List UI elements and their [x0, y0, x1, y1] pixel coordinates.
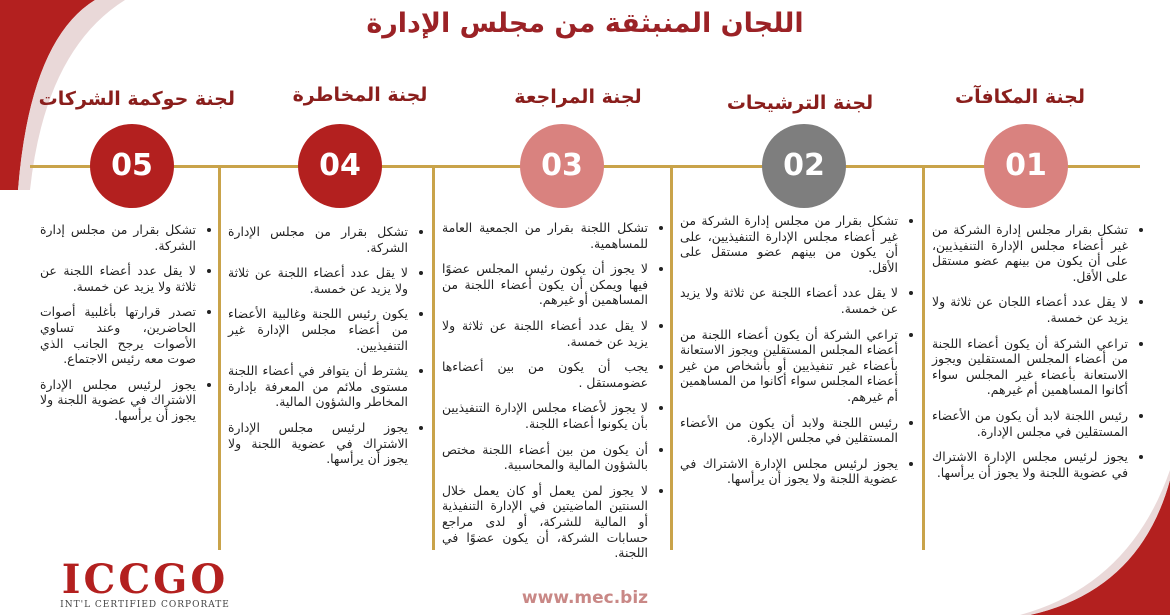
committee-title: لجنة المراجعة: [514, 86, 642, 108]
committee-number-badge: 04: [298, 124, 382, 208]
committee-bullet: • تراعي الشركة أن يكون أعضاء اللجنة من أعضاء المجلس المستقلين ويجوز الاستعانة بأعضاء غير تنفيذيين أو بأشخاص من غير أعضاء المجلس سواء أكانوا من المساهمين أم غيرهم.: [680, 327, 898, 405]
committee-number-badge: 01: [984, 124, 1068, 208]
committee-number-badge: 02: [762, 124, 846, 208]
committee-title: لجنة المكافآت: [955, 86, 1085, 108]
committee-bullet: • يجوز لرئيس مجلس الإدارة الاشتراك في عضوية اللجنة ولا يجوز أن يرأسها.: [40, 377, 196, 424]
committee-bullet: • رئيس اللجنة لابد أن يكون من الأعضاء المستقلين في مجلس الإدارة.: [932, 408, 1128, 439]
column-divider: [432, 166, 435, 550]
committee-bullet: • لا يقل عدد أعضاء اللجنة عن ثلاثة ولا يزيد عن خمسة.: [680, 285, 898, 316]
committee-number-badge: 05: [90, 124, 174, 208]
committee-details: [228, 224, 422, 477]
committee-bullet: • تشكل بقرار من مجلس إدارة الشركة.: [40, 222, 196, 253]
committee-bullet: • تشكل بقرار من مجلس الإدارة الشركة.: [228, 224, 408, 255]
page-title: اللجان المنبثقة من مجلس الإدارة: [366, 8, 804, 39]
committee-title: لجنة المخاطرة: [292, 84, 428, 106]
committee-bullet: • رئيس اللجنة ولابد أن يكون من الأعضاء المستقلين في مجلس الإدارة.: [680, 415, 898, 446]
iccgo-logo: [45, 550, 245, 615]
committee-bullet: • لا يقل عدد أعضاء اللجنة عن ثلاثة ولا يزيد عن خمسة.: [228, 265, 408, 296]
committee-bullet: • تشكل اللجنة بقرار من الجمعية العامة للمساهمية.: [442, 220, 648, 251]
committee-title: لجنة الترشيحات: [726, 92, 874, 114]
logo-subtitle: INT'L CERTIFIED CORPORATE: [60, 600, 230, 610]
committee-bullet: • لا يجوز أن يكون رئيس المجلس عضوًا فيها ويمكن أن يكون أعضاء اللجنة من المساهمين أو غيرهم.: [442, 261, 648, 308]
committee-bullet: • يجوز لرئيس مجلس الإدارة الاشتراك في عضوية اللجنة ولا يجوز أن يرأسها.: [932, 449, 1128, 480]
committee-bullet: • تشكل بقرار من مجلس إدارة الشركة من غير أعضاء مجلس الإدارة التنفيذيين، على أن يكون من بينهم عضو مستقل على الأقل.: [680, 213, 898, 275]
committee-bullet: • تشكل بقرار مجلس إدارة الشركة من غير أعضاء مجلس الإدارة التنفيذيين، على أن يكون من بينهم عضو مستقل على الأقل.: [932, 222, 1128, 284]
committee-details: [932, 222, 1142, 490]
committee-bullet: • يكون رئيس اللجنة وغالبية الأعضاء من أعضاء مجلس الإدارة غير التنفيذيين.: [228, 306, 408, 353]
committee-bullet: • لا يقل عدد أعضاء اللجنة عن ثلاثة ولا يزيد عن خمسة.: [40, 263, 196, 294]
committee-title: لجنة حوكمة الشركات: [38, 88, 235, 110]
committee-details: [680, 213, 912, 497]
committee-details: [442, 220, 662, 571]
logo-name: ICCGO: [61, 556, 229, 603]
column-divider: [218, 166, 221, 550]
committee-details: [40, 222, 210, 434]
committee-bullet: • لا يقل عدد أعضاء اللجان عن ثلاثة ولا يزيد عن خمسة.: [932, 294, 1128, 325]
committee-bullet: • تصدر قرارتها بأغلبية أصوات الحاضرين، وعند تساوي الأصوات يرجح الجانب الذي صوت معه رئيس الاجتماع.: [40, 304, 196, 366]
bottom-right-decoration: [1020, 470, 1170, 615]
website-link[interactable]: www.mec.biz: [521, 588, 649, 608]
committee-bullet: • يجوز لرئيس مجلس الإدارة الاشتراك في عضوية اللجنة ولا يجوز أن يرأسها.: [680, 456, 898, 487]
committee-bullet: • يشترط أن يتوافر في أعضاء اللجنة مستوى ملائم من المعرفة بإدارة المخاطر والشؤون المالية.: [228, 363, 408, 410]
column-divider: [670, 166, 673, 550]
committee-number-badge: 03: [520, 124, 604, 208]
committee-bullet: • أن يكون من بين أعضاء اللجنة مختص بالشؤون المالية والمحاسبية.: [442, 442, 648, 473]
committee-bullet: • لا يقل عدد أعضاء اللجنة عن ثلاثة ولا يزيد عن خمسة.: [442, 318, 648, 349]
committee-bullet: • لا يجوز لمن يعمل أو كان يعمل خلال السنتين الماضيتين في الإدارة التنفيذية أو المالية للشركة، أو لدى مراجع حسابات الشركة، أن يكون عضوًا في اللجنة.: [442, 483, 648, 561]
committee-bullet: • تراعي الشركة أن يكون أعضاء اللجنة من أعضاء المجلس المستقلين ويجوز الاستعانة بأعضاء غير المجلس سواء أكانوا المساهمين أم غيرهم.: [932, 336, 1128, 398]
committee-bullet: • لا يجوز لأعضاء مجلس الإدارة التنفيذيين بأن يكونوا أعضاء اللجنة.: [442, 400, 648, 431]
committee-bullet: • يجب أن يكون من بين أعضاءها عضومستقل .: [442, 359, 648, 390]
column-divider: [922, 166, 925, 550]
committee-bullet: • يجوز لرئيس مجلس الإدارة الاشتراك في عضوية اللجنة ولا يجوز أن يرأسها.: [228, 420, 408, 467]
